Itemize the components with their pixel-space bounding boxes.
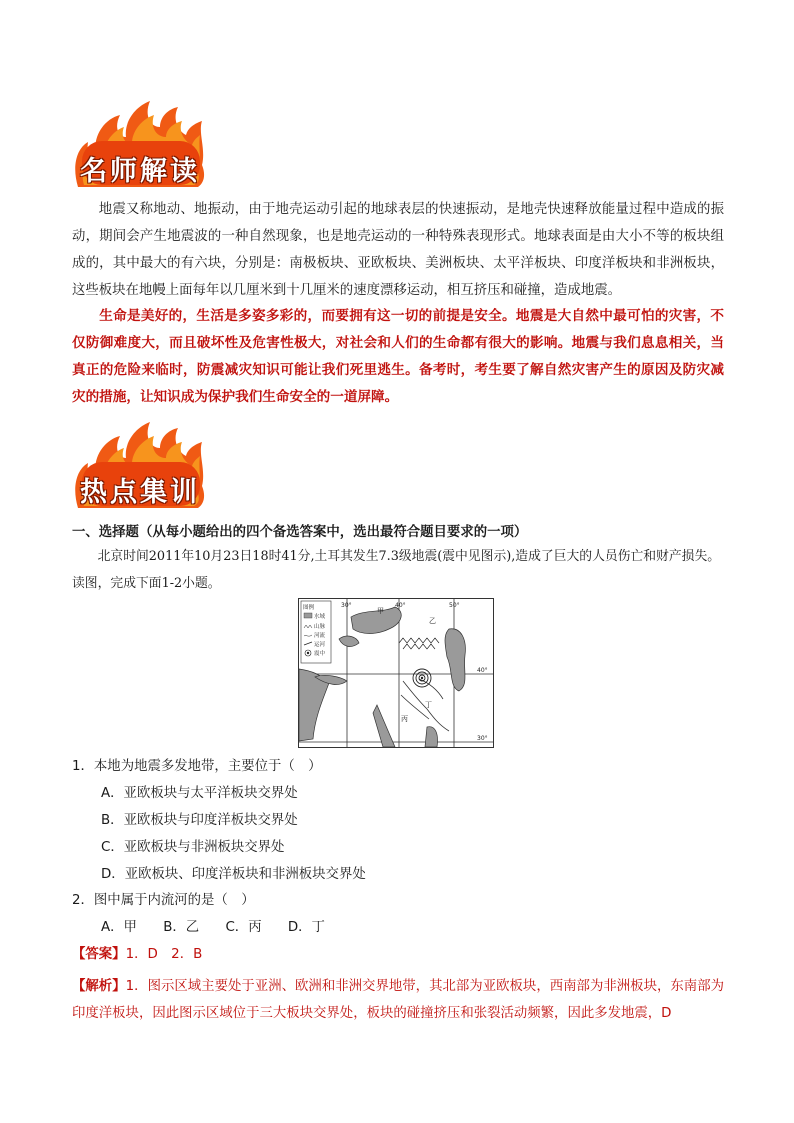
lat-label: 40° <box>477 667 488 674</box>
q1-option-b: B．亚欧板块与印度洋板块交界处 <box>101 813 298 828</box>
legend-title: 图例 <box>303 605 315 611</box>
q2-option-b: B．乙 <box>163 920 200 935</box>
badge-title: 热点集训 <box>80 477 200 508</box>
q1-option-c: C．亚欧板块与非洲板块交界处 <box>101 840 285 855</box>
intro-paragraph: 地震又称地动、地振动，由于地壳运动引起的地球表层的快速振动，是地壳快速释放能量过程中造成的振动，期间会产生地震波的一种自然现象，也是地壳运动的一种特殊表现形式。地球表面是由大小不等的板块组成的，其中最大的有六块，分别是：南极板块、亚欧板块、美洲板块、太平洋板块、印度洋板块和非洲板块，这些板块在地幔上面每年以几厘米到十几厘米的速度漂移运动，相互挤压和碰撞，造成地震。 <box>72 202 724 298</box>
map-drawing <box>299 599 493 747</box>
place-label-yi: 乙 <box>429 617 436 625</box>
teacher-reading-badge <box>70 97 210 192</box>
q1-option-d: D．亚欧板块、印度洋板块和非洲板块交界处 <box>101 867 366 882</box>
q2-option-c: C．丙 <box>225 920 262 935</box>
legend-canal: 运河 <box>314 642 326 648</box>
answer-line <box>72 945 202 965</box>
section-title: 一、选择题（从每小题给出的四个备选答案中，选出最符合题目要求的一项） <box>72 525 528 540</box>
legend-epicenter: 震中 <box>314 651 326 657</box>
question-stem: 北京时间2011年10月23日18时41分,土耳其发生7.3级地震(震中见图示),造成了巨大的人员伤亡和财产损失。读图，完成下面1-2小题。 <box>72 549 721 591</box>
q1-option-a: A．亚欧板块与太平洋板块交界处 <box>101 786 298 801</box>
answer-text: 1．D 2．B <box>125 947 203 962</box>
analysis-paragraph <box>72 973 724 1027</box>
q2-options <box>101 918 347 938</box>
lon-label: 50° <box>449 602 460 609</box>
place-label-bing: 丙 <box>401 715 408 723</box>
analysis-tag: 【解析】 <box>72 979 126 994</box>
analysis-text: 1．图示区域主要处于亚洲、欧洲和非洲交界地带，其北部为亚欧板块，西南部为非洲板块，东南部为印度洋板块，因此图示区域位于三大板块交界处，板块的碰撞挤压和张裂活动频繁，因此多发地震，D <box>72 979 724 1021</box>
lat-label: 30° <box>477 735 488 742</box>
q2-option-d: D．丁 <box>287 920 325 935</box>
badge-title: 名师解读 <box>80 156 200 187</box>
place-label-jia: 甲 <box>377 607 384 615</box>
place-label-ding: 丁 <box>425 701 432 709</box>
question-1: 1．本地为地震多发地带，主要位于（ ） <box>72 759 322 774</box>
legend-river: 河流 <box>314 633 326 639</box>
question-2: 2．图中属于内流河的是（ ） <box>72 893 255 908</box>
earthquake-map <box>298 598 494 748</box>
legend-mountain: 山脉 <box>314 624 326 630</box>
hot-training-badge <box>70 418 210 513</box>
lon-label: 40° <box>395 602 406 609</box>
lon-label: 30° <box>341 602 352 609</box>
answer-tag: 【答案】 <box>72 947 126 962</box>
legend-water: 水域 <box>314 614 326 620</box>
intro-highlight-paragraph: 生命是美好的，生活是多姿多彩的，而要拥有这一切的前提是安全。地震是大自然中最可怕的灾害，不仅防御难度大，而且破坏性及危害性极大，对社会和人们的生命都有很大的影响。地震与我们息息相关，当真正的危险来临时，防震减灾知识可能让我们死里逃生。备考时，考生要了解自然灾害产生的原因及防灾减灾的措施，让知识成为保护我们生命安全的一道屏障。 <box>72 308 724 405</box>
q2-option-a: A．甲 <box>101 920 137 935</box>
